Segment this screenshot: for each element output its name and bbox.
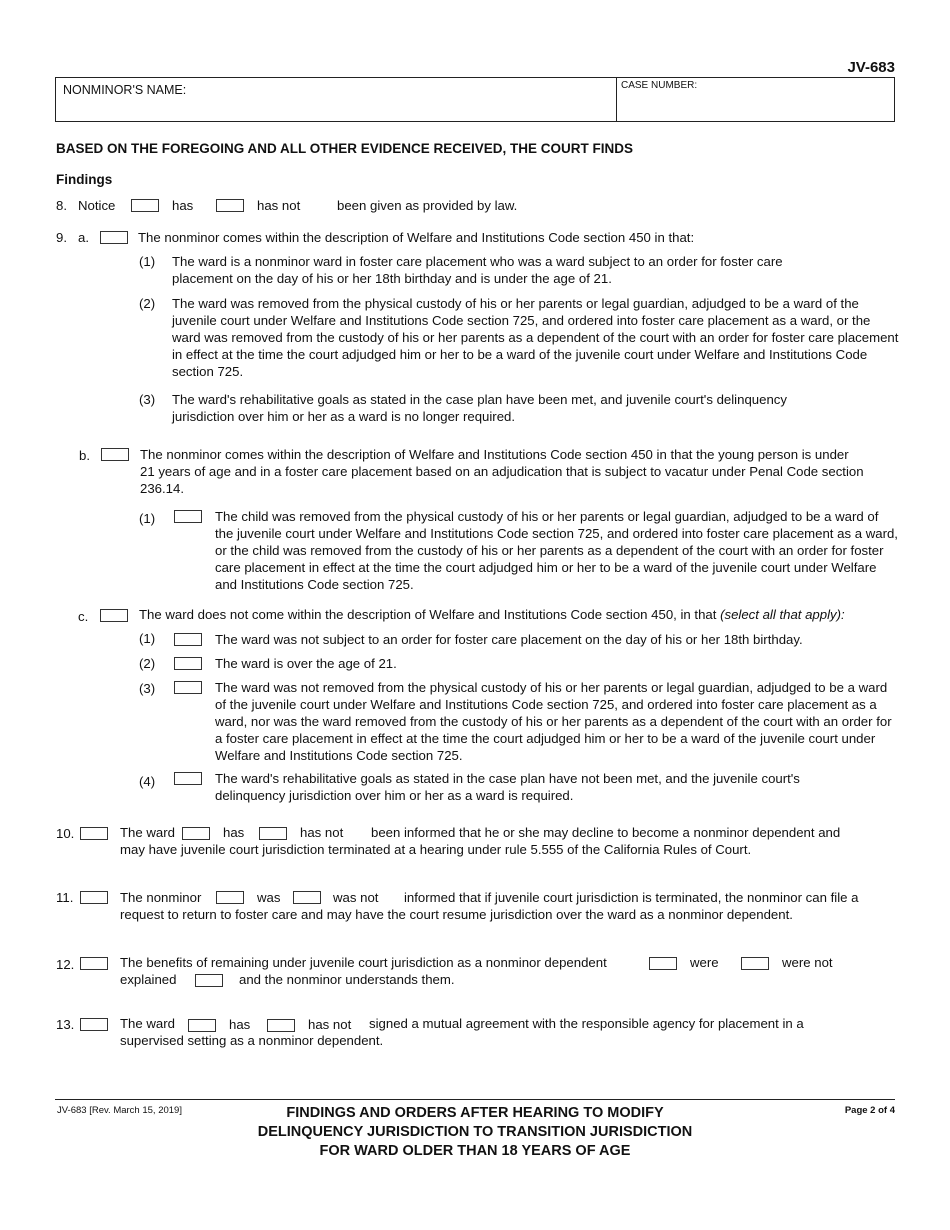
form-number: JV-683: [847, 59, 895, 76]
item13-number: 13.: [56, 1017, 75, 1032]
item12-text1: The benefits of remaining under juvenile court jurisdiction as a nonminor dependent: [120, 955, 607, 970]
item11-checkbox[interactable]: [80, 891, 108, 904]
item9a-letter: a.: [78, 230, 89, 245]
item13-has-checkbox[interactable]: [188, 1019, 216, 1032]
item9c-sub2-text: The ward is over the age of 21.: [215, 656, 397, 671]
item11-text1: informed that if juvenile court jurisdiction is terminated, the nonminor can file a: [404, 890, 859, 905]
item10-text2: may have juvenile court jurisdiction terminated at a hearing under rule 5.555 of the California Rules of Court.: [120, 842, 752, 857]
item8-has-not-label: has not: [257, 198, 301, 213]
findings-label: Findings: [56, 172, 113, 187]
footer-page-number: Page 2 of 4: [844, 1105, 895, 1116]
footer-title-line-3: FOR WARD OLDER THAN 18 YEARS OF AGE: [319, 1143, 631, 1159]
item9a-sub3-number: (3): [139, 392, 156, 407]
court-finds-heading: BASED ON THE FOREGOING AND ALL OTHER EVIDENCE RECEIVED, THE COURT FINDS: [56, 141, 634, 156]
item10-has-not-checkbox[interactable]: [259, 827, 287, 840]
item12-were-not-checkbox[interactable]: [741, 957, 769, 970]
item9a-checkbox[interactable]: [100, 231, 128, 244]
item8-has-not-checkbox[interactable]: [216, 199, 244, 212]
item9c-sub3-number: (3): [139, 681, 156, 696]
item13-has-not-label: has not: [308, 1017, 352, 1032]
item8-label: Notice: [78, 198, 116, 213]
item8-has-label: has: [172, 198, 194, 213]
item10-lead: The ward: [120, 825, 175, 840]
item9c-sub4-checkbox[interactable]: [174, 772, 202, 785]
case-number-field[interactable]: [620, 94, 890, 118]
item11-was-label: was: [257, 890, 281, 905]
item12-were-label: were: [690, 955, 719, 970]
item12-number: 12.: [56, 957, 75, 972]
item11-was-not-checkbox[interactable]: [293, 891, 321, 904]
item10-has-checkbox[interactable]: [182, 827, 210, 840]
item13-text2: supervised setting as a nonminor dependent.: [120, 1033, 384, 1048]
item9b-letter: b.: [79, 448, 90, 463]
nonminor-name-label: NONMINOR'S NAME:: [63, 83, 187, 97]
item10-text1: been informed that he or she may decline to become a nonminor dependent and: [371, 825, 841, 840]
nonminor-name-field[interactable]: [60, 98, 610, 118]
item8-has-checkbox[interactable]: [131, 199, 159, 212]
item9c-sub3-checkbox[interactable]: [174, 681, 202, 694]
item9a-sub2-text: The ward was removed from the physical custody of his or her parents or legal guardian, adjudged to be a ward of the juvenile court under Welfare and Institutions Code section 725, and ordered into foster care placement as a ward, or the ward was removed from the custody of his or her parents as a dependent of the court with an order for foster care placement in effect at the time the court adjudged him or her to be a ward of the juvenile court under Welfare and Institutions Code section 725.: [172, 296, 899, 379]
footer-rule: [55, 1099, 895, 1100]
item11-lead: The nonminor: [120, 890, 202, 905]
item10-checkbox[interactable]: [80, 827, 108, 840]
item9b-text: The nonminor comes within the description of Welfare and Institutions Code section 450 in that the young person is under 21 years of age and in a foster care placement based on an adjudication that is subject to vacatur under Penal Code section 236.14.: [140, 447, 864, 496]
item9-number: 9.: [56, 230, 67, 245]
item9c-sub2-number: (2): [139, 656, 156, 671]
item12-were-checkbox[interactable]: [649, 957, 677, 970]
item9a-sub1-text: The ward is a nonminor ward in foster care placement who was a ward subject to an order for foster care placement on the day of his or her 18th birthday and is under the age of 21.: [172, 254, 783, 286]
case-number-label: CASE NUMBER:: [621, 80, 698, 91]
footer-revision: JV-683 [Rev. March 15, 2019]: [57, 1105, 182, 1116]
item8-text: been given as provided by law.: [337, 198, 518, 213]
item9c-sub4-text: The ward's rehabilitative goals as stated in the case plan have not been met, and the juvenile court's delinquency jurisdiction over him or her as a ward is required.: [215, 771, 800, 803]
item9c-sub3-text: The ward was not removed from the physical custody of his or her parents or legal guardian, adjudged to be a ward of the juvenile court under Welfare and Institutions Code section 725, and ordered into foster care placement as a ward, nor was the ward removed from the custody of his or her parents as a dependent of the court with an order for a foster care placement in effect at the time the court adjudged him or her to be a ward of the juvenile court under Welfare and Institutions Code section 725.: [215, 680, 892, 763]
item11-text2: request to return to foster care and may have the court resume jurisdiction over the ward as a nonminor dependent.: [120, 907, 793, 922]
item9c-text-main: The ward does not come within the description of Welfare and Institutions Code section 450, in that: [139, 607, 717, 622]
item10-has-not-label: has not: [300, 825, 344, 840]
item9c-sub1-checkbox[interactable]: [174, 633, 202, 646]
item13-lead: The ward: [120, 1016, 175, 1031]
item13-text1: signed a mutual agreement with the responsible agency for placement in a: [369, 1016, 804, 1031]
footer-title-line-1: FINDINGS AND ORDERS AFTER HEARING TO MODIFY: [286, 1105, 664, 1121]
item13-has-not-checkbox[interactable]: [267, 1019, 295, 1032]
item9c-letter: c.: [78, 609, 89, 624]
item9b-sub1-checkbox[interactable]: [174, 510, 202, 523]
header-divider: [616, 78, 617, 121]
item12-were-not-label: were not: [782, 955, 833, 970]
item9a-sub1-number: (1): [139, 254, 156, 269]
item12-explained-checkbox[interactable]: [195, 974, 223, 987]
item12-text2: and the nonminor understands them.: [239, 972, 455, 987]
item12-explained-label: explained: [120, 972, 177, 987]
item9c-sub2-checkbox[interactable]: [174, 657, 202, 670]
item9c-select-all: (select all that apply):: [720, 607, 845, 622]
item13-checkbox[interactable]: [80, 1018, 108, 1031]
item9c-sub4-number: (4): [139, 774, 156, 789]
item12-checkbox[interactable]: [80, 957, 108, 970]
footer-title: [230, 1104, 720, 1161]
item9a-sub3-text: The ward's rehabilitative goals as stated in the case plan have been met, and juvenile court's delinquency jurisdiction over him or her as a ward is no longer required.: [172, 392, 787, 424]
item9a-sub2-number: (2): [139, 296, 156, 311]
item9c-sub1-text: The ward was not subject to an order for foster care placement on the day of his or her 18th birthday.: [215, 632, 803, 647]
item8-number: 8.: [56, 198, 67, 213]
item9a-text: The nonminor comes within the description of Welfare and Institutions Code section 450 in that:: [138, 230, 695, 245]
footer-title-line-2: DELINQUENCY JURISDICTION TO TRANSITION JURISDICTION: [257, 1124, 693, 1140]
item9b-sub1-number: (1): [139, 511, 156, 526]
item9b-checkbox[interactable]: [101, 448, 129, 461]
item9c-text: [139, 607, 845, 622]
item9c-sub1-number: (1): [139, 631, 156, 646]
item10-number: 10.: [56, 826, 75, 841]
item9b-sub1-text: The child was removed from the physical custody of his or her parents or legal guardian, adjudged to be a ward of the juvenile court under Welfare and Institutions Code section 725, and ordered into foster care placement as a ward, or the child was removed from the custody of his or her parents as a dependent of the court with an order for foster care placement in effect at the time the court adjudged him or her to be a ward of the juvenile court under Welfare and Institutions Code section 725.: [215, 509, 898, 592]
item10-has-label: has: [223, 825, 245, 840]
item13-has-label: has: [229, 1017, 251, 1032]
item11-was-not-label: was not: [333, 890, 379, 905]
item9c-checkbox[interactable]: [100, 609, 128, 622]
item11-number: 11.: [56, 890, 74, 905]
item11-was-checkbox[interactable]: [216, 891, 244, 904]
